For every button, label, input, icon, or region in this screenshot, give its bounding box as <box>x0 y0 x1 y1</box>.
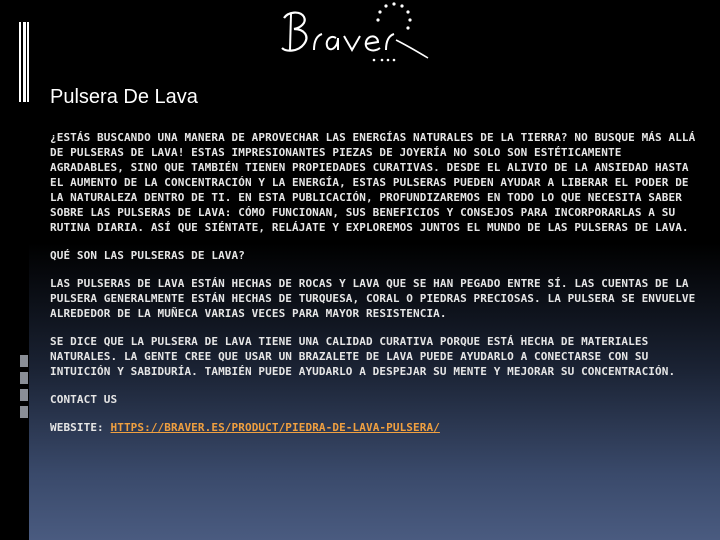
page-title: Pulsera De Lava <box>50 86 198 108</box>
healing-paragraph: SE DICE QUE LA PULSERA DE LAVA TIENE UNA CALIDAD CURATIVA PORQUE ESTÁ HECHA DE MATERIALES NATURALES. LA GENTE CREE QUE USAR UN BRAZALETE DE LAVA PUEDE AYUDARLO A CONECTARSE CON SU INTUICIÓN Y SABIDURÍA. TAMBIÉN PUEDE AYUDARLO A DESPEJAR SU MENTE Y MEJORAR SU CONCENTRACIÓN. <box>50 335 676 378</box>
website-link[interactable]: HTTPS://BRAVER.ES/PRODUCT/PIEDRA-DE-LAVA-PULSERA/ <box>110 421 440 434</box>
website-line <box>50 420 698 435</box>
contact-heading: CONTACT US <box>50 393 118 406</box>
left-decoration <box>0 0 29 540</box>
website-label: WEBSITE: <box>50 421 104 434</box>
braver-logo <box>278 0 438 68</box>
answer-paragraph: LAS PULSERAS DE LAVA ESTÁN HECHAS DE ROCAS Y LAVA QUE SE HAN PEGADO ENTRE SÍ. LAS CUENTAS DE LA PULSERA GENERALMENTE ESTÁN HECHAS DE TURQUESA, CORAL O PIEDRAS PRECIOSAS. LA PULSERA SE ENVUELVE ALREDEDOR DE LA MUÑECA VARIAS VECES PARA MAYOR RESISTENCIA. <box>50 277 696 320</box>
question-heading: QUÉ SON LAS PULSERAS DE LAVA? <box>50 249 245 262</box>
decorative-bars <box>19 22 29 102</box>
intro-paragraph: ¿ESTÁS BUSCANDO UNA MANERA DE APROVECHAR LAS ENERGÍAS NATURALES DE LA TIERRA? NO BUSQUE MÁS ALLÁ DE PULSERAS DE LAVA! ESTAS IMPRESIONANTES PIEZAS DE JOYERÍA NO SOLO SON ESTÉTICAMENTE AGRADABLES, SINO QUE TAMBIÉN TIENEN PROPIEDADES CURATIVAS. DESDE EL ALIVIO DE LA ANSIEDAD HASTA EL AUMENTO DE LA CONCENTRACIÓN Y LA ENERGÍA, ESTAS PULSERAS PUEDEN AYUDAR A LIBERAR EL PODER DE LA NATURALEZA DENTRO DE TI. EN ESTA PUBLICACIÓN, PROFUNDIZAREMOS EN TODO LO QUE NECESITA SABER SOBRE LAS PULSERAS DE LAVA: CÓMO FUNCIONAN, SUS BENEFICIOS Y CONSEJOS PARA INCORPORARLAS A SU RUTINA DIARIA. ASÍ QUE SIÉNTATE, RELÁJATE Y EXPLOREMOS JUNTOS EL MUNDO DE LAS PULSERAS DE LAVA. <box>50 131 696 234</box>
article-body <box>50 130 698 448</box>
decorative-squares <box>20 355 28 423</box>
